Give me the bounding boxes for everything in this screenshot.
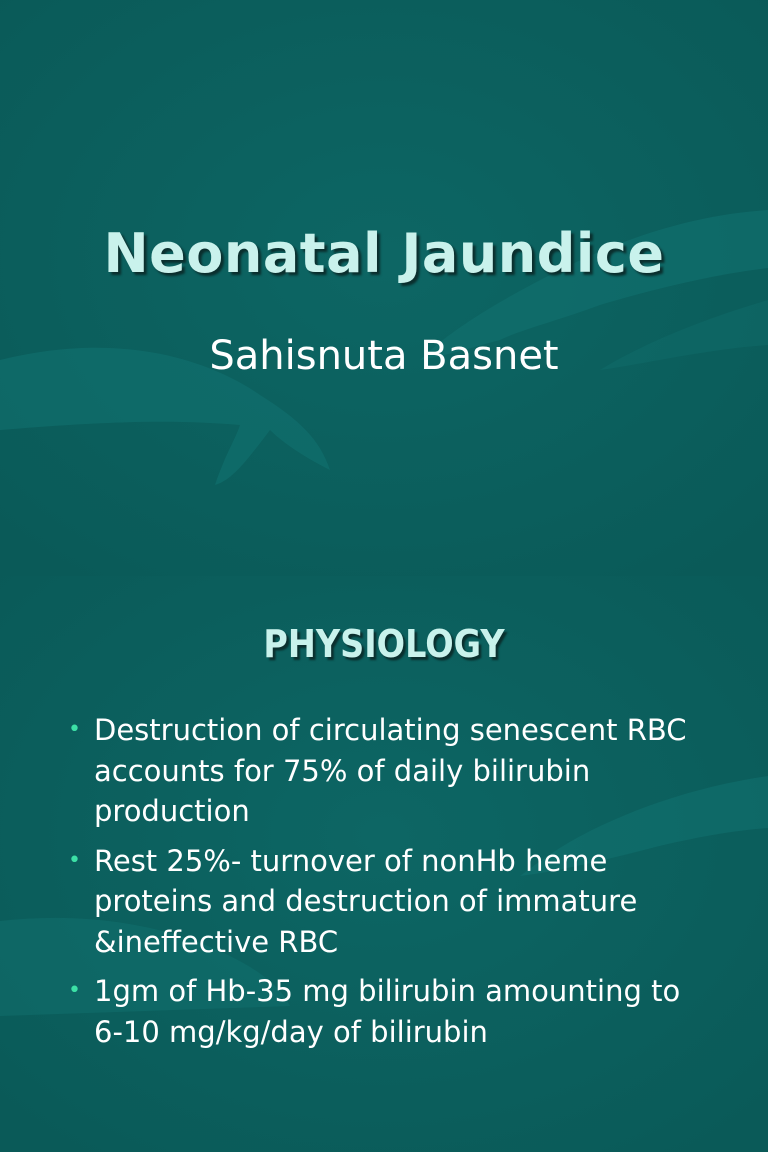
bullet-dot-icon: • [68, 717, 81, 742]
bullet-dot-icon: • [68, 978, 81, 1003]
bullet-text: 1gm of Hb-35 mg bilirubin amounting to 6-10 mg/kg/day of bilirubin [94, 974, 681, 1049]
author-name: Sahisnuta Basnet [209, 333, 559, 379]
bullet-text: Rest 25%- turnover of nonHb heme proteins and destruction of immature &ineffective RBC [94, 843, 638, 959]
bullet-dot-icon: • [68, 847, 81, 873]
list-item [66, 841, 716, 963]
presentation-title: Neonatal Jaundice [103, 222, 665, 285]
list-item [66, 710, 716, 832]
bullet-text: Destruction of circulating senescent RBC accounts for 75% of daily bilirubin production [94, 713, 687, 828]
bullet-list [66, 710, 716, 1061]
list-item [66, 971, 716, 1052]
content-slide [0, 576, 768, 1049]
slide-heading: PHYSIOLOGY [263, 622, 505, 666]
